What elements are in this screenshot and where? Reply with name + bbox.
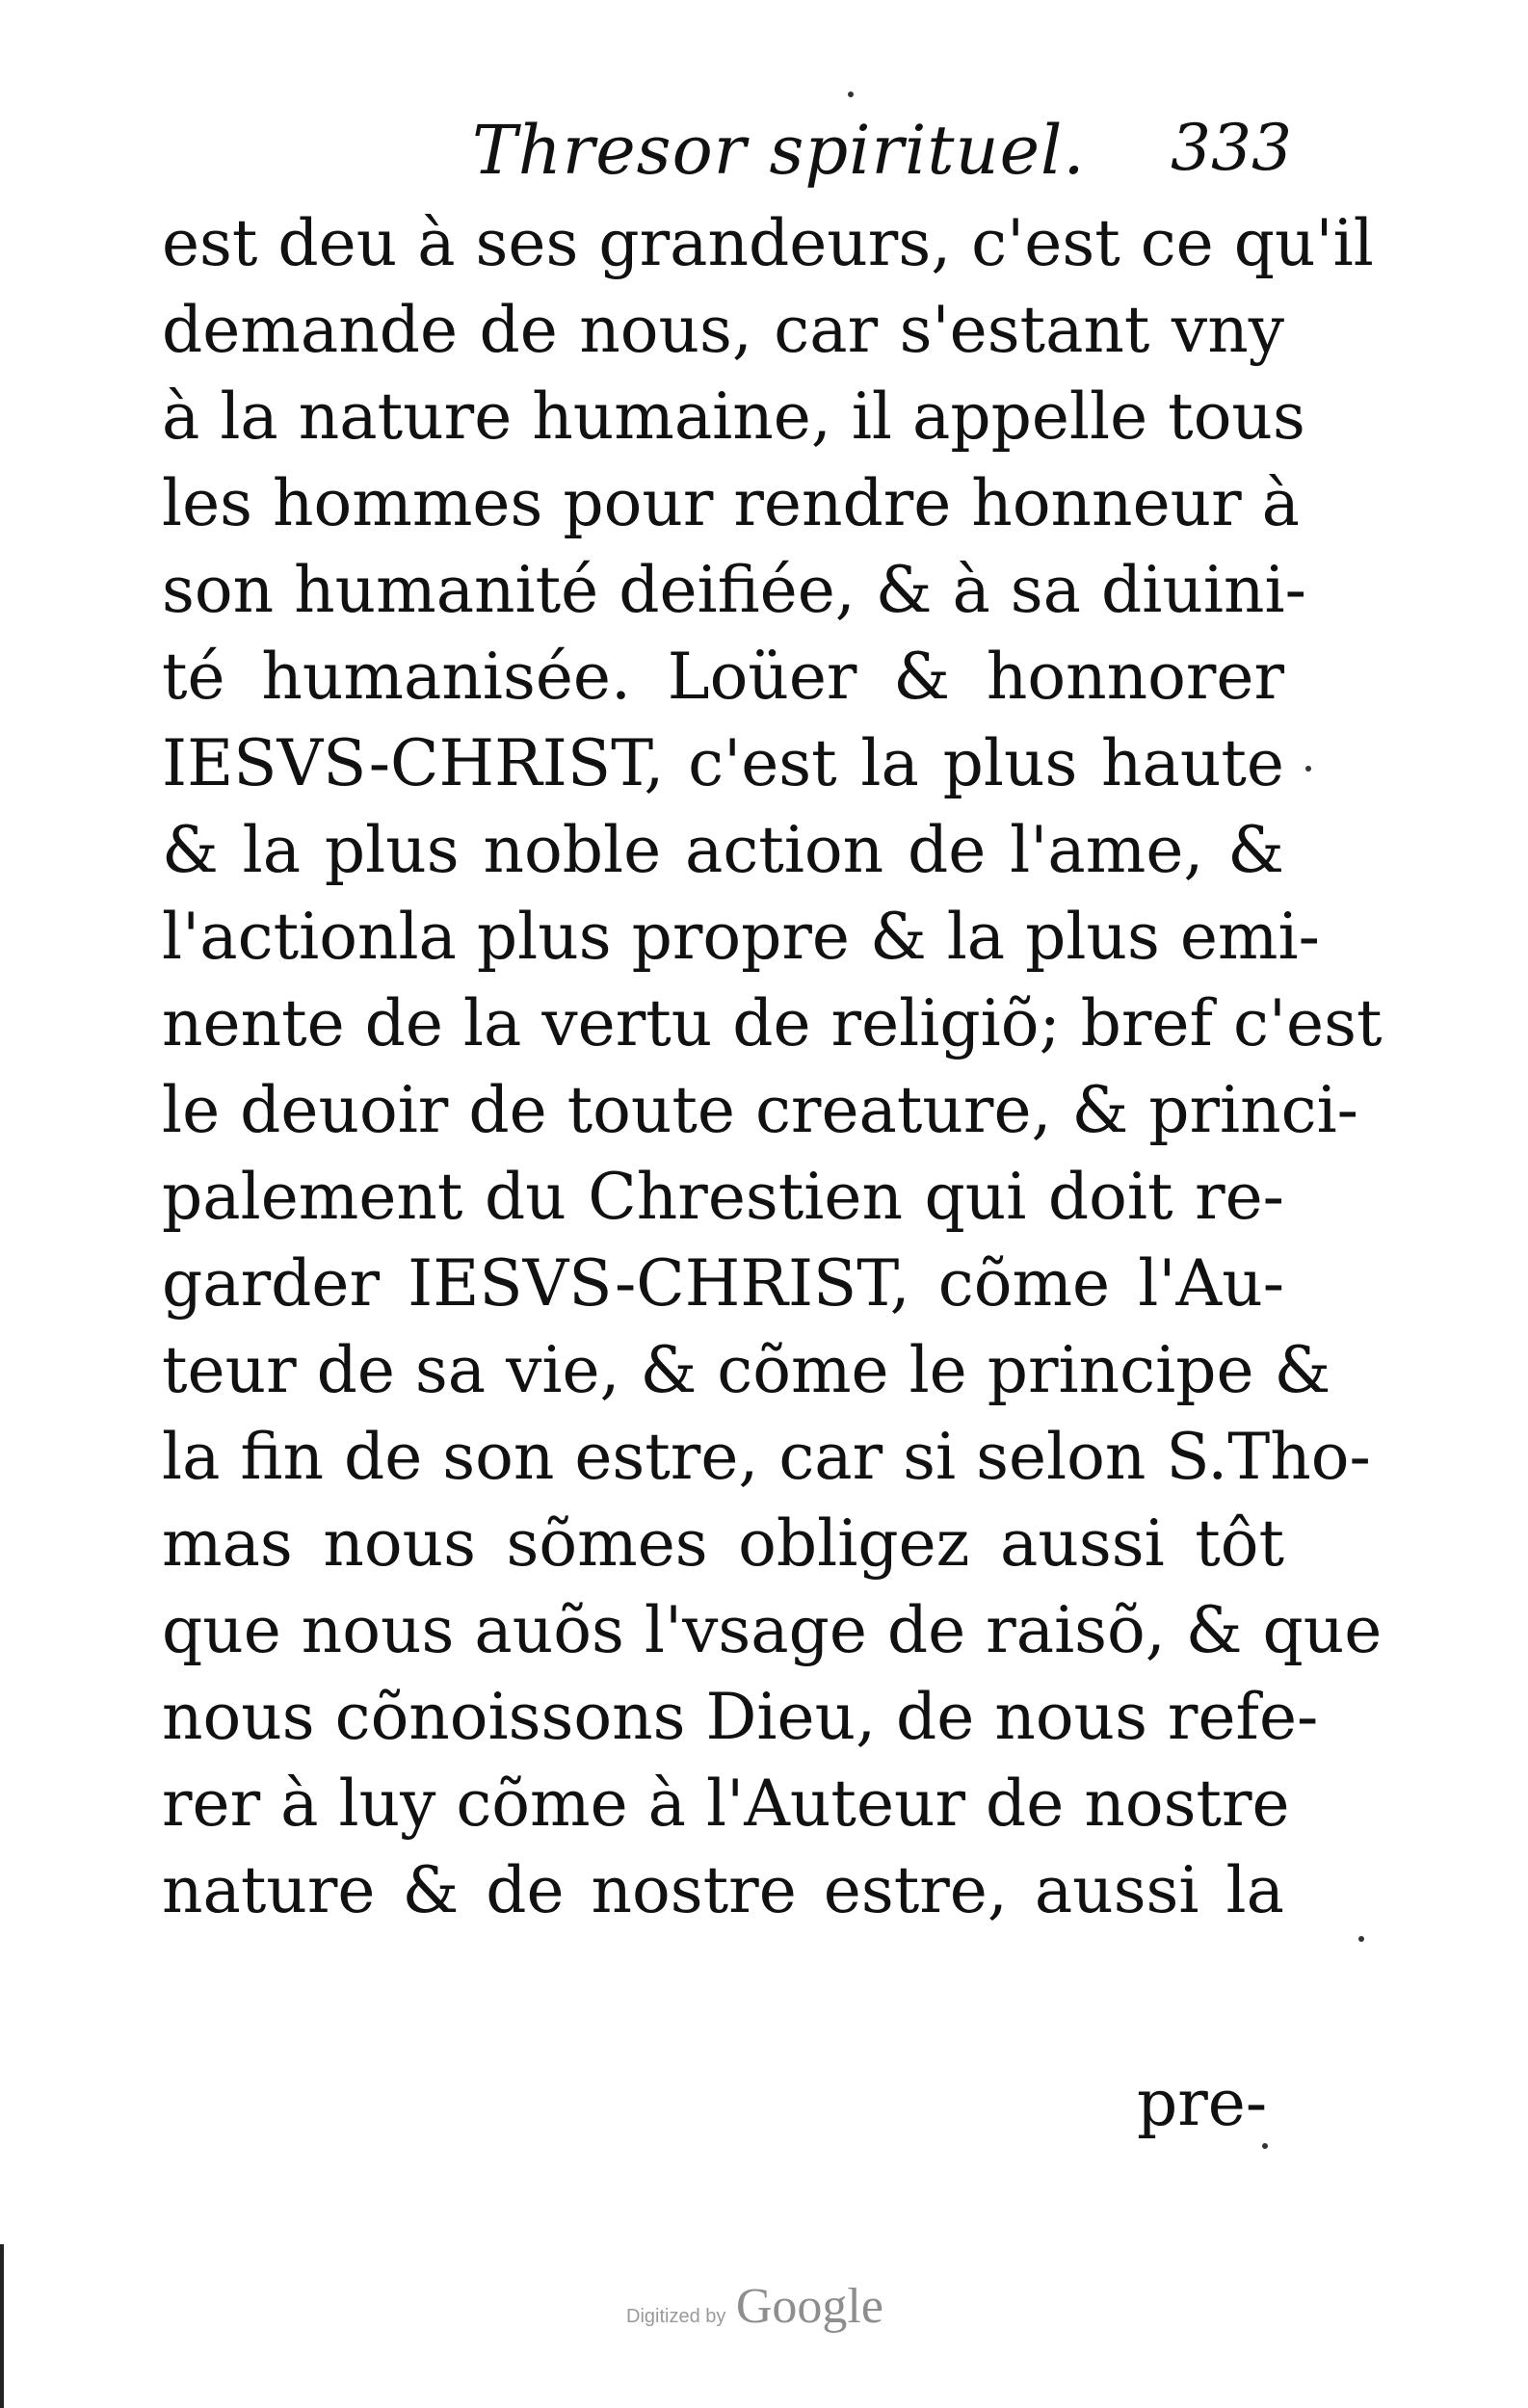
text-line: est deu à ses grandeurs, c'est ce qu'il [162, 206, 1374, 280]
text-line: teur de sa vie, & cõme le principe & [162, 1333, 1331, 1407]
text-line: garder IESVS-CHRIST, cõme l'Au- [162, 1246, 1284, 1321]
running-head-title: Thresor spirituel. [472, 111, 1086, 190]
text-line: les hommes pour rendre honneur à [162, 466, 1301, 540]
google-logo: Google [735, 2279, 883, 2334]
text-line: nature & de nostre estre, aussi la [162, 1853, 1284, 1927]
text-line: nous cõnoissons Dieu, de nous refe- [162, 1680, 1319, 1754]
watermark-prefix: Digitized by [626, 2306, 726, 2327]
ink-speck [1305, 766, 1311, 772]
body-text [162, 200, 1383, 1934]
catchword: pre- [1137, 2066, 1268, 2140]
text-line: l'actionla plus propre & la plus emi- [162, 900, 1320, 974]
ink-speck [1358, 1936, 1364, 1942]
text-line: palement du Chrestien qui doit re- [162, 1160, 1284, 1234]
ink-speck [848, 92, 854, 97]
text-line: té humanisée. Loüer & honnorer [162, 640, 1284, 714]
digitization-watermark [626, 2278, 883, 2335]
text-line: rer à luy cõme à l'Auteur de nostre [162, 1767, 1290, 1841]
text-line: nente de la vertu de religiõ; bref c'est [162, 986, 1383, 1060]
text-line: la fin de son estre, car si selon S.Tho- [162, 1420, 1371, 1494]
text-line: demande de nous, car s'estant vny [162, 293, 1284, 367]
text-line: son humanité deifiée, & à sa diuini- [162, 553, 1306, 627]
page-edge-mark [0, 2244, 13, 2408]
page-number: 333 [1171, 111, 1292, 185]
text-line: que nous auõs l'vsage de raisõ, & que [162, 1593, 1383, 1667]
ink-speck [1262, 2143, 1268, 2149]
text-line: IESVS-CHRIST, c'est la plus haute [162, 726, 1284, 800]
text-line: & la plus noble action de l'ame, & [162, 813, 1284, 887]
text-line: le deuoir de toute creature, & princi- [162, 1073, 1358, 1147]
text-line: à la nature humaine, il appelle tous [162, 380, 1305, 454]
text-line: mas nous sõmes obligez aussi tôt [162, 1506, 1284, 1581]
